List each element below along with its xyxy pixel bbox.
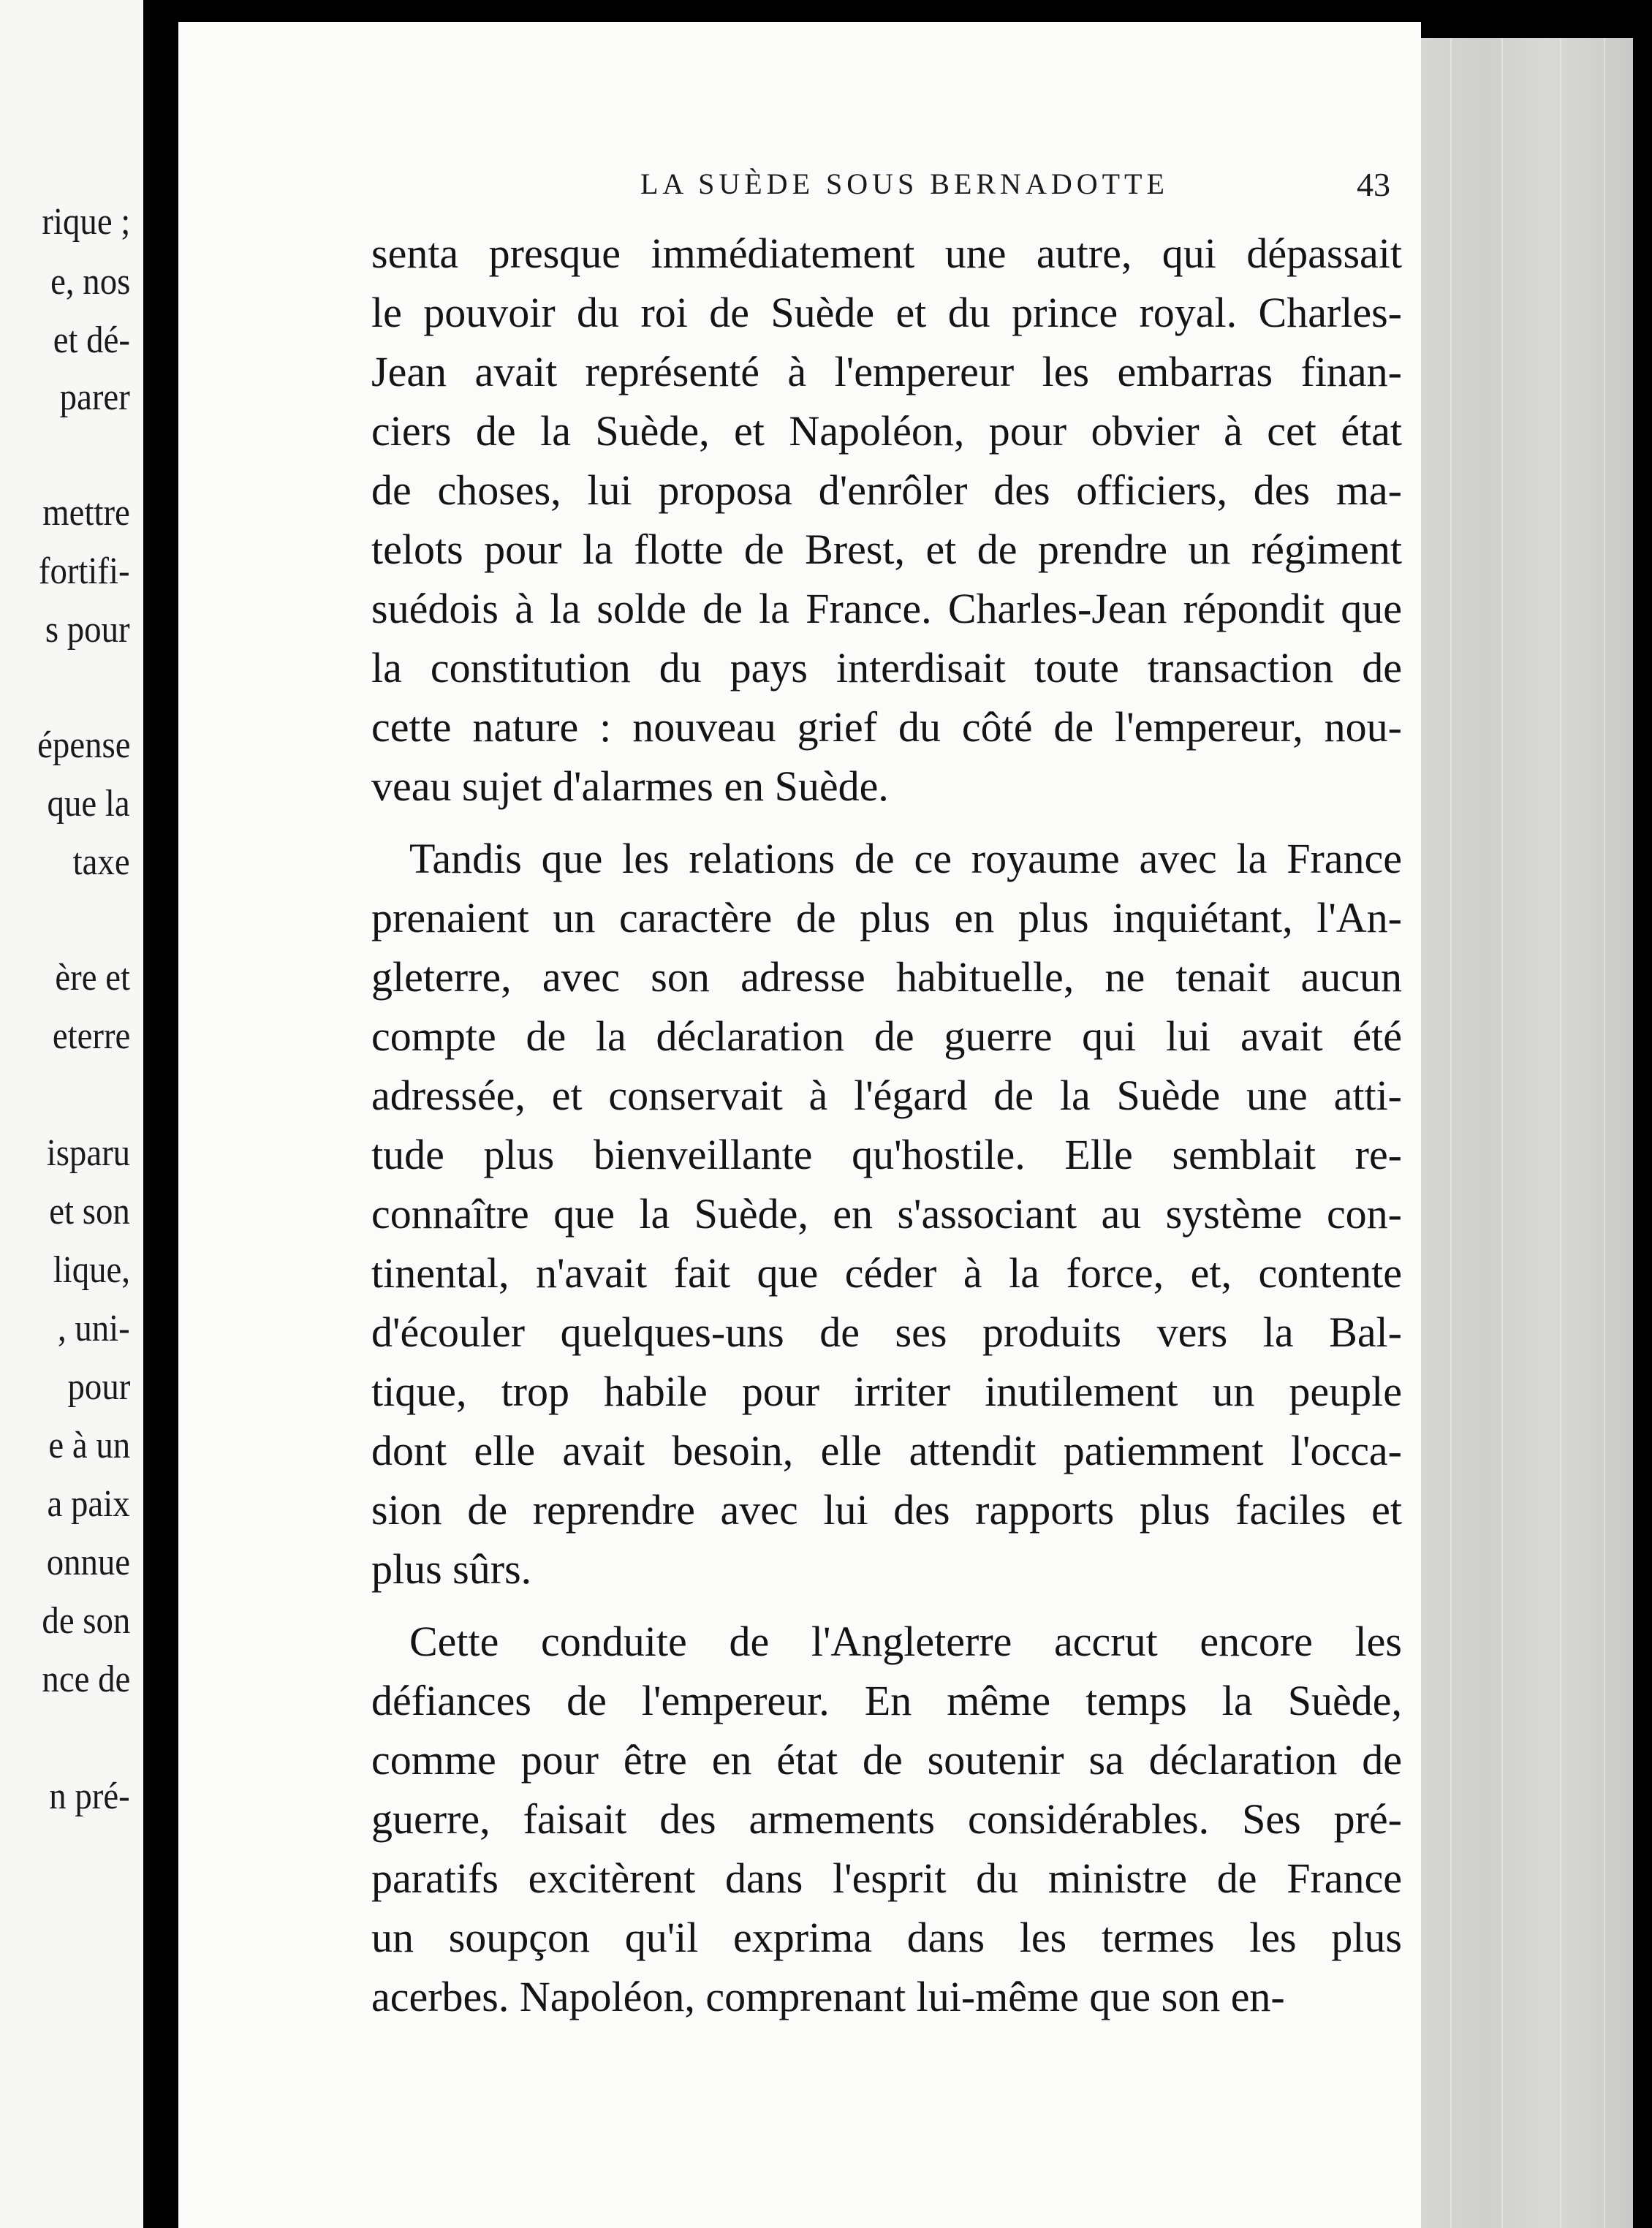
facing-page-fragment: isparu	[46, 1132, 130, 1174]
facing-page-fragment: pour	[67, 1366, 130, 1408]
text-line: défiances de l'empereur. En même temps la Suède,	[371, 1677, 1402, 1724]
text-line: dont elle avait besoin, elle attendit patiemment l'occa-	[371, 1427, 1402, 1474]
facing-page-left	[0, 0, 143, 2228]
facing-page-fragment: et son	[49, 1191, 130, 1232]
text-line: plus sûrs.	[371, 1545, 532, 1593]
text-line: Jean avait représenté à l'empereur les embarras finan-	[371, 348, 1402, 395]
text-line: la constitution du pays interdisait toute transaction de	[371, 644, 1402, 691]
text-line: cette nature : nouveau grief du côté de l'empereur, nou-	[371, 703, 1402, 751]
text-line: telots pour la flotte de Brest, et de prendre un régiment	[371, 526, 1402, 573]
text-line: paratifs excitèrent dans l'esprit du ministre de France	[371, 1854, 1402, 1902]
text-line: suédois à la solde de la France. Charles-Jean répondit que	[371, 585, 1402, 632]
facing-page-fragment: ère et	[55, 957, 130, 999]
book-page	[178, 22, 1421, 2228]
text-line: tique, trop habile pour irriter inutilement un peuple	[371, 1368, 1402, 1415]
running-head: LA SUÈDE SOUS BERNADOTTE	[640, 167, 1169, 200]
text-line: ciers de la Suède, et Napoléon, pour obvier à cet état	[371, 407, 1402, 455]
text-line: compte de la déclaration de guerre qui lui avait été	[371, 1012, 1402, 1060]
text-line: sion de reprendre avec lui des rapports plus faciles et	[371, 1486, 1402, 1534]
text-line: veau sujet d'alarmes en Suède.	[371, 762, 889, 810]
text-line: comme pour être en état de soutenir sa déclaration de	[371, 1736, 1402, 1784]
page-number: 43	[1357, 166, 1390, 203]
text-line: gleterre, avec son adresse habituelle, ne tenait aucun	[371, 953, 1402, 1001]
text-line: de choses, lui proposa d'enrôler des officiers, des ma-	[371, 466, 1402, 514]
text-line: acerbes. Napoléon, comprenant lui-même que son en-	[371, 1973, 1285, 2020]
text-line: tude plus bienveillante qu'hostile. Elle semblait re-	[371, 1131, 1402, 1178]
facing-page-fragment: e, nos	[50, 261, 130, 303]
text-line: un soupçon qu'il exprima dans les termes les plus	[371, 1914, 1402, 1961]
text-line: d'écouler quelques-uns de ses produits vers la Bal-	[371, 1308, 1402, 1356]
text-line: prenaient un caractère de plus en plus inquiétant, l'An-	[371, 894, 1402, 941]
page-stack-edge	[1421, 38, 1633, 2228]
text-line: Tandis que les relations de ce royaume avec la France	[409, 835, 1402, 882]
text-line: tinental, n'avait fait que céder à la force, et, contente	[371, 1249, 1402, 1297]
facing-page-fragment: parer	[59, 376, 130, 418]
paragraph	[371, 1612, 1402, 2026]
facing-page-fragment: épense	[37, 724, 130, 766]
facing-page-fragment: , uni-	[58, 1308, 130, 1349]
facing-page-fragment: rique ;	[42, 201, 130, 243]
facing-page-fragment: de son	[42, 1600, 130, 1642]
facing-page-fragment: s pour	[45, 609, 130, 651]
text-line: adressée, et conservait à l'égard de la Suède une atti-	[371, 1072, 1402, 1119]
facing-page-fragment: onnue	[46, 1542, 130, 1583]
facing-page-fragment: taxe	[73, 841, 130, 883]
paragraph	[371, 829, 1402, 1599]
facing-page-fragment: eterre	[52, 1015, 130, 1057]
facing-page-fragment: que la	[47, 783, 130, 825]
facing-page-fragment: fortifi-	[39, 550, 130, 592]
text-line: connaître que la Suède, en s'associant au système con-	[371, 1190, 1402, 1238]
facing-page-fragment: e à un	[48, 1425, 130, 1466]
text-line: le pouvoir du roi de Suède et du prince royal. Charles-	[371, 289, 1402, 336]
facing-page-fragment: nce de	[42, 1659, 130, 1700]
facing-page-fragment: a paix	[47, 1483, 130, 1525]
paragraph	[371, 224, 1402, 816]
facing-page-fragment: et dé-	[53, 319, 130, 361]
text-line: Cette conduite de l'Angleterre accrut encore les	[409, 1618, 1402, 1665]
text-line: senta presque immédiatement une autre, qui dépassait	[371, 230, 1402, 277]
facing-page-fragment: mettre	[42, 492, 130, 534]
facing-page-fragment: lique,	[53, 1249, 130, 1291]
body-text	[371, 224, 1402, 2026]
text-line: guerre, faisait des armements considérables. Ses pré-	[371, 1795, 1402, 1843]
facing-page-fragment: n pré-	[49, 1776, 130, 1817]
